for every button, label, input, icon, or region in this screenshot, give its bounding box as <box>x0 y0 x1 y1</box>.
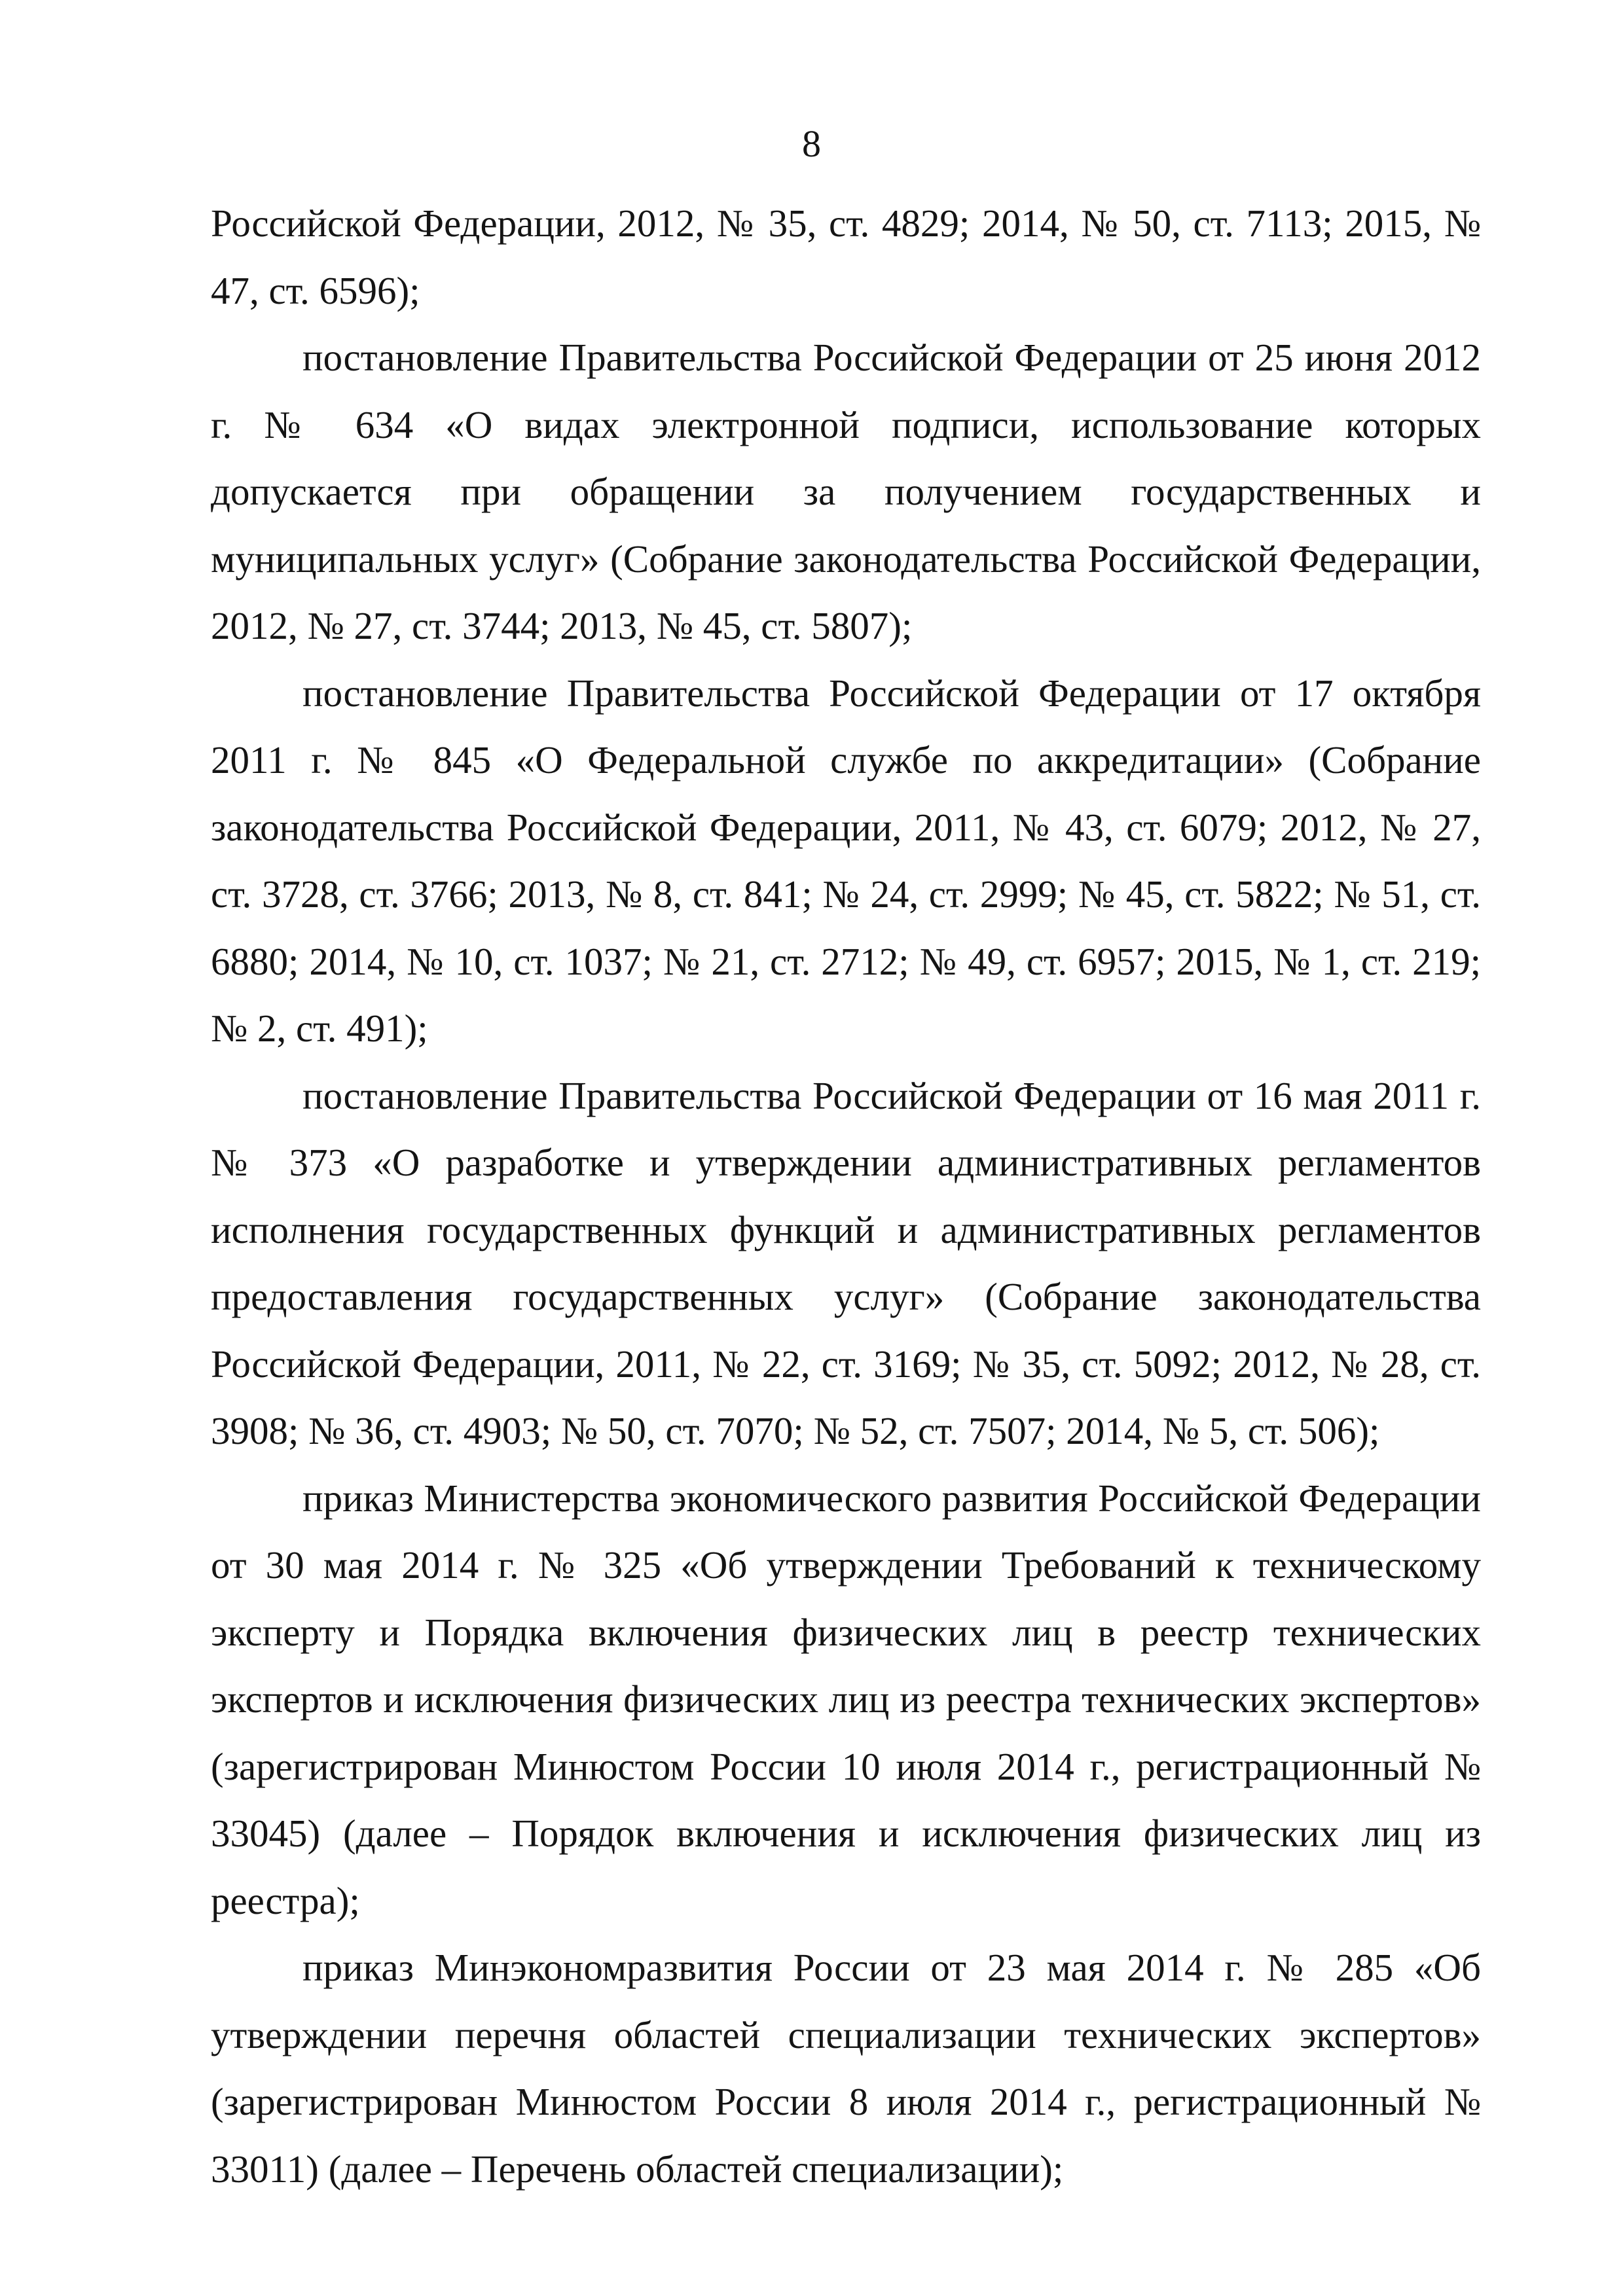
document-body <box>211 190 1481 2202</box>
paragraph-resolution-634: постановление Правительства Российской Федерации от 25 июня 2012 г. № 634 «О видах электронной подписи, использование которых допускается при обращении за получением государственных и муниципальных услуг» (Собрание законодательства Российской Федерации, 2012, № 27, ст. 3744; 2013, № 45, ст. 5807); <box>211 336 1481 647</box>
page-number: 8 <box>802 122 821 165</box>
paragraph-resolution-373: постановление Правительства Российской Федерации от 16 мая 2011 г. № 373 «О разработке и утверждении административных регламентов исполнения государственных функций и административных регламентов предоставления государственных услуг» (Собрание законодательства Российской Федерации, 2011, № 22, ст. 3169; № 35, ст. 5092; 2012, № 28, ст. 3908; № 36, ст. 4903; № 50, ст. 7070; № 52, ст. 7507; 2014, № 5, ст. 506); <box>211 1073 1481 1452</box>
paragraph-order-325: приказ Министерства экономического развития Российской Федерации от 30 мая 2014 г. № 325 «Об утверждении Требований к техническому эксперту и Порядка включения физических лиц в реестр технических экспертов и исключения физических лиц из реестра технических экспертов» (зарегистрирован Минюстом России 10 июля 2014 г., регистрационный № 33045) (далее – Порядок включения и исключения физических лиц из реестра); <box>211 1476 1481 1922</box>
paragraph-resolution-845: постановление Правительства Российской Федерации от 17 октября 2011 г. № 845 «О Федеральной службе по аккредитации» (Собрание законодательства Российской Федерации, 2011, № 43, ст. 6079; 2012, № 27, ст. 3728, ст. 3766; 2013, № 8, ст. 841; № 24, ст. 2999; № 45, ст. 5822; № 51, ст. 6880; 2014, № 10, ст. 1037; № 21, ст. 2712; № 49, ст. 6957; 2015, № 1, ст. 219; № 2, ст. 491); <box>211 671 1481 1050</box>
paragraph-continuation: Российской Федерации, 2012, № 35, ст. 4829; 2014, № 50, ст. 7113; 2015, № 47, ст. 6596); <box>211 202 1481 312</box>
paragraph-order-285: приказ Минэкономразвития России от 23 мая 2014 г. № 285 «Об утверждении перечня областей специализации технических экспертов» (зарегистрирован Минюстом России 8 июля 2014 г., регистрационный № 33011) (далее – Перечень областей специализации); <box>211 1946 1481 2191</box>
